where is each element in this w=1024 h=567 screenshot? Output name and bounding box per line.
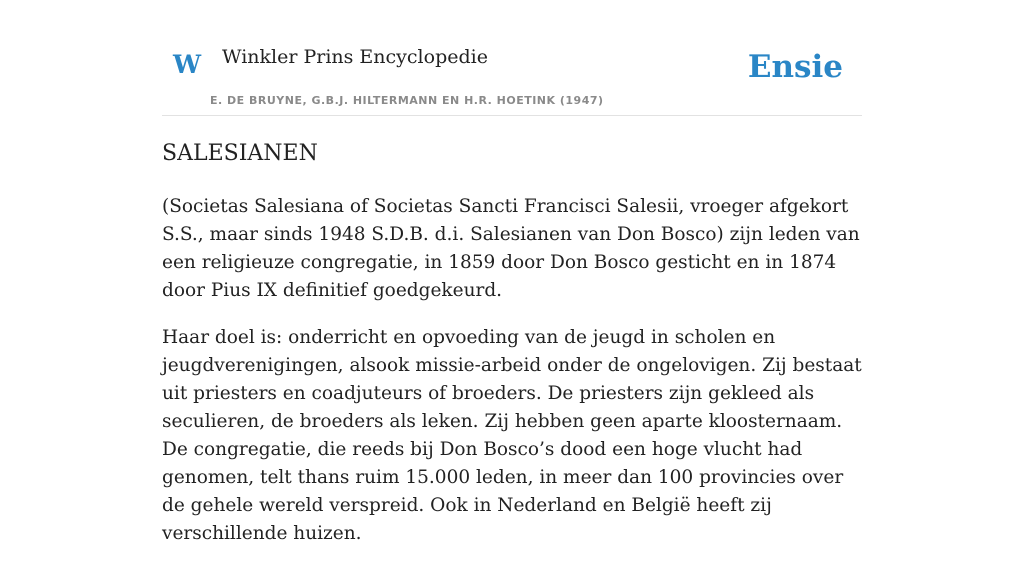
entry-content — [162, 193, 862, 567]
paragraph: (Societas Salesiana of Societas Sancti Francisci Salesii, vroeger afgekort S.S., maar sinds 1948 S.D.B. d.i. Salesianen van Don Bosco) zijn leden van een religieuze congregatie, in 1859 door Don Bosco gesticht en in 1874 door Pius IX definitief goedgekeurd. — [162, 196, 860, 301]
source-logo-icon[interactable]: W — [173, 50, 202, 79]
source-header — [162, 0, 862, 116]
entry-title: SALESIANEN — [162, 141, 318, 166]
paragraph: Haar doel is: onderricht en opvoeding van de jeugd in scholen en jeugdverenigingen, alsook missie-arbeid onder de ongelovigen. Zij bestaat uit priesters en coadjuteurs of broeders. De priesters zijn gekleed als seculieren, de broeders als leken. Zij hebben geen aparte kloosternaam. De congregatie, die reeds bij Don Bosco’s dood een hoge vlucht had genomen, telt thans ruim 15.000 leden, in meer dan 100 provincies over de gehele wereld verspreid. Ook in Nederland en België heeft zij verschillende huizen. — [162, 327, 862, 544]
page — [162, 0, 862, 544]
brand-logo[interactable]: Ensie — [747, 49, 843, 85]
source-authors: E. DE BRUYNE, G.B.J. HILTERMANN EN H.R. HOETINK (1947) — [210, 94, 604, 107]
source-title[interactable]: Winkler Prins Encyclopedie — [222, 46, 488, 68]
